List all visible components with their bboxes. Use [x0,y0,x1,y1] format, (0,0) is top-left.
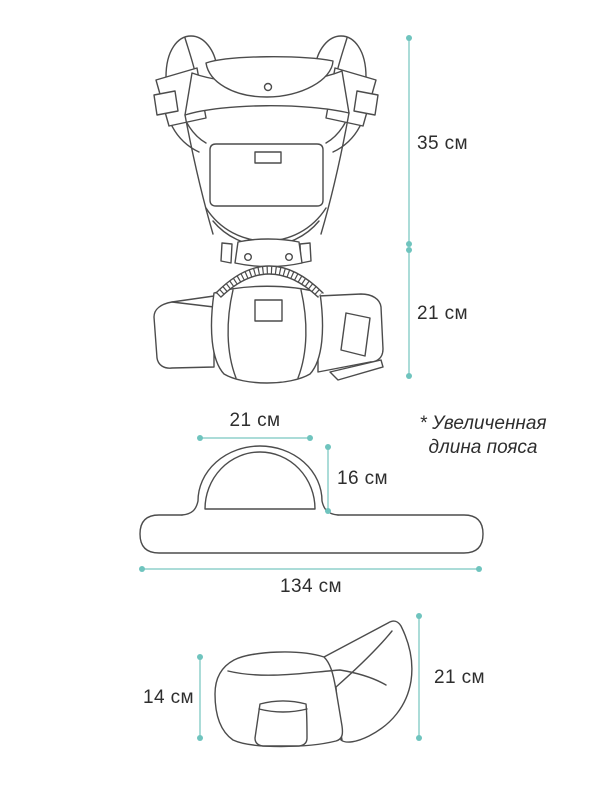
dim-dot [416,735,422,741]
dim-label-16cm: 16 см [337,468,388,489]
dim-dot [476,566,482,572]
dim-dot [406,35,412,41]
belt-back-inner [205,452,315,509]
lower-band-outer [206,208,326,241]
dim-label-14cm: 14 см [143,687,194,708]
dim-label-21cm-hipseat: 21 см [434,667,485,688]
dim-dot [406,373,412,379]
right-strap-seam [337,38,347,72]
dim-label-21cm-front: 21 см [417,303,468,324]
dim-dot [325,508,331,514]
dim-dot [406,247,412,253]
dim-dot [307,435,313,441]
dim-dot [139,566,145,572]
hipseat-pocket [255,701,307,746]
left-strap-seam [185,38,195,72]
hipseat-3d-drawing [215,621,412,746]
dim-dot [406,241,412,247]
belt-strip [140,515,483,553]
right-buckle [354,91,378,115]
dim-dot [325,444,331,450]
dim-dot [197,435,203,441]
dim-label-21cm-belt: 21 см [229,410,281,431]
front-panel [210,144,323,206]
right-strap-tail [326,123,360,152]
belt-note-line2: длина пояса [428,437,538,458]
belt-note-line1: * Увеличенная [419,413,547,434]
connector-plate [235,239,302,267]
waist-belt-profile-drawing [140,446,483,553]
dim-label-134cm: 134 см [280,576,342,597]
left-tab [221,243,232,263]
dim-dot [416,613,422,619]
body-left-edge [185,115,213,234]
carrier-front-drawing [154,36,383,383]
belt-note [398,412,568,460]
dim-label-35cm: 35 см [417,133,468,154]
left-buckle [154,91,178,115]
left-waist-wing [154,296,214,368]
right-wing-velcro [341,313,370,356]
dim-dot [197,654,203,660]
body-right-edge [321,113,349,234]
dim-dot [197,735,203,741]
